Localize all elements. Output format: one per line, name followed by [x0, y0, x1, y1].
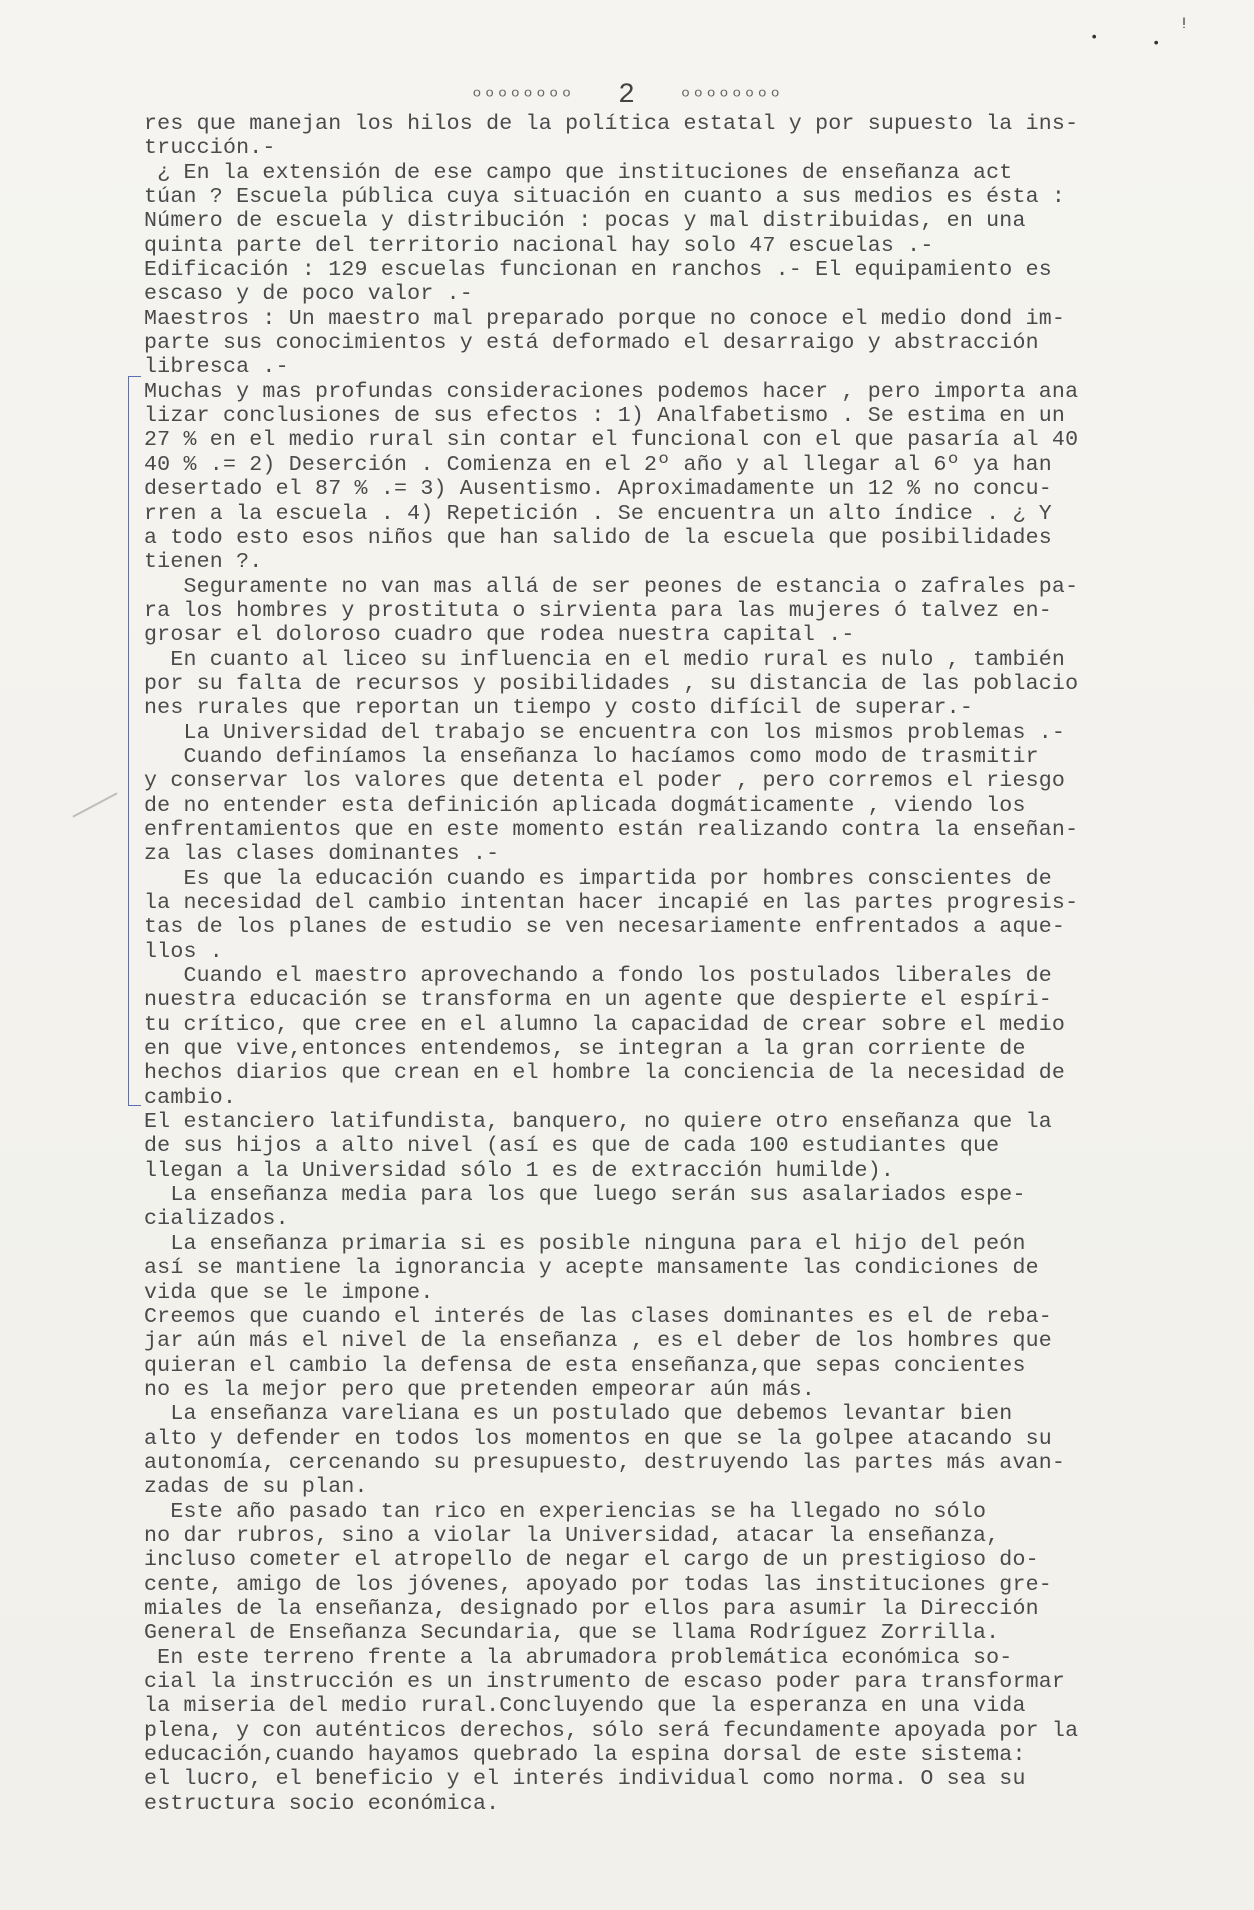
text-line: miales de la enseñanza, designado por ellos para asumir la Dirección [144, 1596, 1039, 1621]
text-line: vida que se le impone. [144, 1280, 434, 1305]
text-line: Cuando definíamos la enseñanza lo hacíamos como modo de trasmitir [144, 744, 1039, 769]
header-decoration-right: ºººººººº [680, 88, 783, 108]
text-line: escaso y de poco valor .- [144, 282, 473, 307]
text-line: Este año pasado tan rico en experiencias se ha llegado no sólo [144, 1499, 987, 1524]
text-line: za las clases dominantes .- [144, 842, 500, 867]
header-decoration-left: ºººººººº [471, 88, 574, 108]
text-line: quinta parte del territorio nacional hay solo 47 escuelas .- [144, 233, 934, 258]
text-line: quieran el cambio la defensa de esta enseñanza,que sepas concientes [144, 1353, 1026, 1378]
text-line: libresca .- [144, 355, 289, 380]
text-line: Creemos que cuando el interés de las clases dominantes es el de reba- [144, 1304, 1052, 1329]
text-line: zadas de su plan. [144, 1475, 368, 1500]
text-line: tas de los planes de estudio se ven necesariamente enfrentados a aque- [144, 915, 1066, 940]
ink-speck: • [1090, 30, 1099, 46]
text-line: Seguramente no van mas allá de ser peones de estancia o zafrales pa- [144, 574, 1079, 599]
ink-speck: ᵎ [1178, 14, 1191, 37]
text-line: la necesidad del cambio intentan hacer incapié en las partes progresis- [144, 891, 1079, 915]
text-line: desertado el 87 % .= 3) Ausentismo. Aproximadamente un 12 % no concu- [144, 477, 1052, 502]
text-line: trucción.- [144, 136, 276, 161]
text-line: y conservar los valores que detenta el poder , pero corremos el riesgo [144, 769, 1066, 794]
text-line: 27 % en el medio rural sin contar el funcional con el que pasaría al 40 [144, 428, 1079, 453]
text-line: Maestros : Un maestro mal preparado porque no conoce el medio dond im- [144, 306, 1066, 331]
text-line: ra los hombres y prostituta o sirvienta para las mujeres ó talvez en- [144, 598, 1052, 623]
text-line: rren a la escuela . 4) Repetición . Se encuentra un alto índice . ¿ Y [144, 501, 1052, 526]
text-line: El estanciero latifundista, banquero, no quiere otro enseñanza que la [144, 1110, 1052, 1135]
text-line: En cuanto al liceo su influencia en el medio rural es nulo , también [144, 647, 1066, 672]
text-line: de no entender esta definición aplicada dogmáticamente , viendo los [144, 793, 1026, 818]
page-header [0, 80, 1254, 111]
text-line: el lucro, el beneficio y el interés individual como norma. O sea su [144, 1767, 1026, 1792]
text-line: La Universidad del trabajo se encuentra con los mismos problemas .- [144, 720, 1066, 745]
text-line: autonomía, cercenando su presupuesto, destruyendo las partes más avan- [144, 1450, 1066, 1475]
text-line: Edificación : 129 escuelas funcionan en ranchos .- El equipamiento es [144, 258, 1052, 283]
text-line: túan ? Escuela pública cuya situación en cuanto a sus medios es ésta : [144, 185, 1066, 210]
text-line: ¿ En la extensión de ese campo que instituciones de enseñanza act [144, 160, 1013, 185]
text-line: En este terreno frente a la abrumadora problemática económica so- [144, 1645, 1013, 1670]
text-line: 40 % .= 2) Deserción . Comienza en el 2º año y al llegar al 6º ya han [144, 452, 1052, 477]
text-line: hechos diarios que crean en el hombre la conciencia de la necesidad de [144, 1061, 1066, 1086]
text-line: no dar rubros, sino a violar la Universidad, atacar la enseñanza, [144, 1523, 1000, 1548]
text-line: educación,cuando hayamos quebrado la espina dorsal de este sistema: [144, 1743, 1026, 1768]
text-line: parte sus conocimientos y está deformado el desarraigo y abstracción [144, 331, 1039, 356]
text-line: Muchas y mas profundas consideraciones podemos hacer , pero importa ana [144, 379, 1079, 404]
page-number: 2 [618, 80, 636, 111]
text-line: plena, y con auténticos derechos, sólo será fecundamente apoyada por la [144, 1718, 1079, 1743]
text-line: Número de escuela y distribución : pocas y mal distribuidas, en una [144, 209, 1026, 234]
text-line: jar aún más el nivel de la enseñanza , es el deber de los hombres que [144, 1329, 1052, 1354]
text-line: en que vive,entonces entendemos, se integran a la gran corriente de [144, 1037, 1026, 1062]
text-line: Cuando el maestro aprovechando a fondo los postulados liberales de [144, 964, 1052, 989]
text-line: no es la mejor pero que pretenden empeorar aún más. [144, 1377, 816, 1402]
text-line: tienen ?. [144, 550, 263, 575]
text-line: así se mantiene la ignorancia y acepte mansamente las condiciones de [144, 1256, 1039, 1281]
text-line: La enseñanza primaria si es posible ninguna para el hijo del peón [144, 1231, 1026, 1256]
text-line: alto y defender en todos los momentos en que se la golpee atacando su [144, 1426, 1052, 1451]
text-line: grosar el doloroso cuadro que rodea nuestra capital .- [144, 623, 855, 648]
text-line: Es que la educación cuando es impartida por hombres conscientes de [144, 866, 1052, 891]
margin-pencil-mark [72, 792, 117, 817]
text-line: enfrentamientos que en este momento están realizando contra la enseñan- [144, 817, 1079, 842]
text-line: incluso cometer el atropello de negar el cargo de un prestigioso do- [144, 1548, 1039, 1573]
text-line: La enseñanza media para los que luego serán sus asalariados espe- [144, 1183, 1026, 1208]
text-line: nuestra educación se transforma en un agente que despierte el espíri- [144, 988, 1052, 1013]
text-line: cambio. [144, 1085, 237, 1110]
ink-speck: • [1152, 36, 1161, 52]
text-line: cente, amigo de los jóvenes, apoyado por todas las instituciones gre- [144, 1572, 1052, 1597]
text-line: llos . [144, 939, 223, 964]
typewritten-body [144, 112, 1184, 1816]
text-line: General de Enseñanza Secundaria, que se llama Rodríguez Zorrilla. [144, 1621, 1000, 1646]
text-line: res que manejan los hilos de la política estatal y por supuesto la ins- [144, 112, 1079, 136]
text-line: la miseria del medio rural.Concluyendo que la esperanza en una vida [144, 1694, 1026, 1719]
text-line: de sus hijos a alto nivel (así es que de cada 100 estudiantes que [144, 1134, 1000, 1159]
text-line: cial la instrucción es un instrumento de escaso poder para transformar [144, 1670, 1066, 1694]
text-line: tu crítico, que cree en el alumno la capacidad de crear sobre el medio [144, 1012, 1066, 1037]
text-line: a todo esto esos niños que han salido de la escuela que posibilidades [144, 525, 1052, 550]
text-line: cializados. [144, 1207, 289, 1232]
margin-bracket-annotation [128, 376, 141, 1106]
text-line: lizar conclusiones de sus efectos : 1) Analfabetismo . Se estima en un [144, 404, 1066, 429]
text-line: La enseñanza vareliana es un postulado que debemos levantar bien [144, 1402, 1013, 1427]
text-line: nes rurales que reportan un tiempo y costo difícil de superar.- [144, 696, 973, 721]
text-line: por su falta de recursos y posibilidades , su distancia de las poblacio [144, 671, 1079, 696]
text-line: llegan a la Universidad sólo 1 es de extracción humilde). [144, 1158, 895, 1183]
text-line: estructura socio económica. [144, 1791, 500, 1816]
